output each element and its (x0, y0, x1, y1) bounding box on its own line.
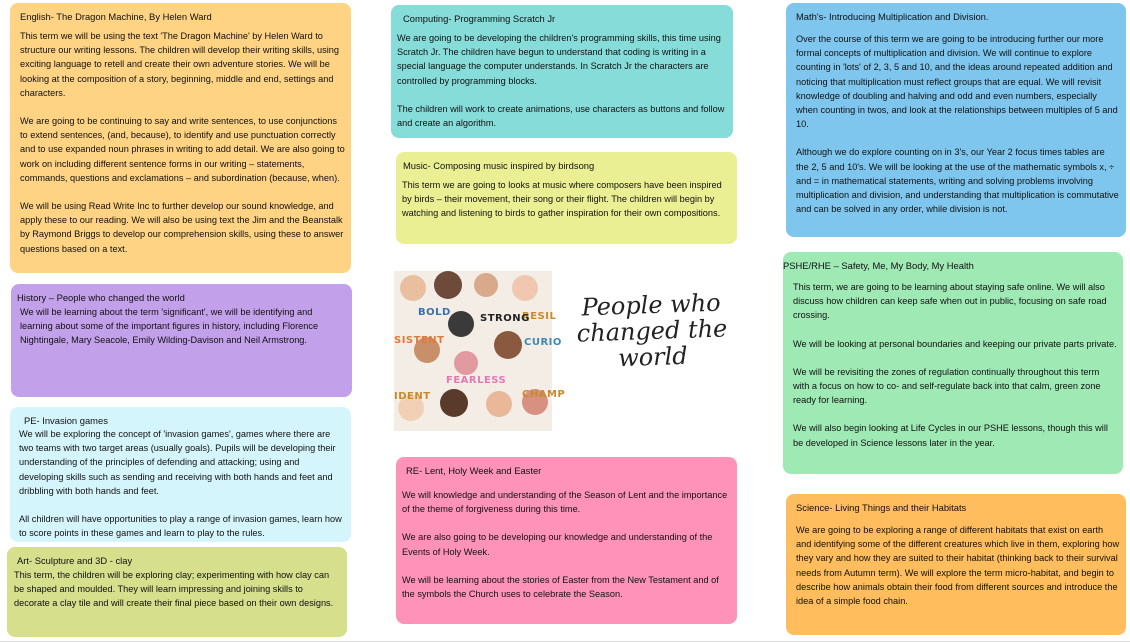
collage-word: SISTENT (394, 335, 445, 346)
collage-word: IDENT (394, 391, 431, 402)
pshe-paragraph: This term, we are going to be learning about staying safe online. We will also discuss how children can keep safe when out in public, focusing on safe road crossing. (793, 282, 1107, 321)
science-paragraph: We are going to be exploring a range of different habitats that exist on earth and identifying some of the different creatures which live in them, exploring how they vary and how they are suited to their habitat (thinking back to their survival needs from Autumn term). We will explore the term micro-habitat, and begin to describe how animals obtain their food from different sources and introduce the idea of a simple food chain. (796, 525, 1120, 607)
music-title: Music- Composing music inspired by birdsong (403, 160, 595, 171)
english-paragraph: This term we will be using the text 'The Dragon Machine' by Helen Ward to structure our writing lessons. The children will develop their writing skills, using exciting language to retell and create their own adventure stories. We will be looking at the composition of a story, beginning, middle and end, settings and characters. (20, 31, 339, 98)
portrait (440, 389, 468, 417)
portrait (434, 271, 462, 299)
music-card (396, 152, 737, 244)
science-title: Science- Living Things and their Habitats (796, 502, 967, 513)
re-paragraph: We will knowledge and understanding of the Season of Lent and the importance of the theme of forgiveness during this time. (402, 490, 728, 515)
art-title: Art- Sculpture and 3D - clay (17, 555, 133, 566)
portrait (494, 331, 522, 359)
pshe-title: PSHE/RHE – Safety, Me, My Body, My Health (783, 260, 974, 271)
collage-word: FEARLESS (446, 375, 507, 386)
pshe-paragraph: We will also begin looking at Life Cycles in our PSHE lessons, though this will be developed in Science lessons later in the year. (793, 423, 1108, 448)
english-paragraph: We are going to be continuing to say and write sentences, to use conjunctions to extend sentences, (and, because), to identify and use punctuation correctly and to use expanded noun phrases in writing to add detail. We are also going to work on including different sentence forms in our writing – statements, commands, questions and exclamations – and subordination (because, when). (20, 116, 345, 183)
collage-word: BOLD (418, 307, 451, 318)
pshe-card (783, 252, 1123, 474)
english-title: English- The Dragon Machine, By Helen Ward (20, 11, 212, 22)
collage-word: STRONG (480, 313, 530, 324)
portrait (448, 311, 474, 337)
history-title: History – People who changed the world (17, 292, 185, 303)
portrait (400, 275, 426, 301)
maths-title: Math's- Introducing Multiplication and Division. (796, 11, 989, 22)
pe-paragraph: We will be exploring the concept of 'invasion games', games where there are two teams with two target areas (usually goals). Pupils will be developing their understanding of the principles of defending and attacking; using and developing skills such as sending and receiving with both hands and feet and dribbling with both hands and feet. (19, 429, 336, 496)
slogan (571, 289, 734, 373)
maths-card (786, 3, 1126, 237)
maths-paragraph: Although we do explore counting on in 3's, our Year 2 focus times tables are the 2, 5 and 10's. We will be looking at the use of the mathematic symbols x, ÷ and = in mathematical statements, writing and solving problems involving multiplication and division, and understanding that multiplication is commutative and can be solved in any order, while division is not. (796, 147, 1119, 215)
collage-word: CURIO (524, 337, 562, 348)
portrait (512, 275, 538, 301)
pshe-paragraph: We will be looking at personal boundaries and keeping our private parts private. (793, 338, 1117, 349)
re-paragraph: We are also going to be developing our knowledge and understanding of the Events of Holy Week. (402, 532, 713, 557)
art-paragraph: This term, the children will be exploring clay; experimenting with how clay can be shaped and moulded. They will learn impressing and joining skills to decorate a clay tile and will create their final piece based on their own designs. (14, 570, 334, 609)
history-paragraph: We will be learning about the term 'significant', we will be identifying and learning about some of the important figures in history, including Florence Nightingale, Mary Seacole, Emily Wilding-Davison and Neil Armstrong. (20, 307, 319, 346)
re-title: RE- Lent, Holy Week and Easter (406, 465, 542, 476)
pe-title: PE- Invasion games (24, 415, 108, 426)
science-card (786, 494, 1126, 635)
music-paragraph: This term we are going to looks at music where composers have been inspired by birds – their movement, their song or their flight. The children will begin by watching and listening to birds to gather inspiration for their own compositions. (402, 180, 722, 219)
slogan-line: world (617, 341, 689, 373)
computing-card (391, 5, 733, 138)
collage-word: RESIL (522, 311, 557, 322)
slogan-line: changed the (576, 314, 728, 348)
computing-paragraph: We are going to be developing the children's programming skills, this time using Scratch Jr. The children have begun to understand that coding is writing in a special language the computer understands. In Scratch Jr the characters are controlled by programming blocks. (397, 33, 721, 86)
pshe-paragraph: We will be revisiting the zones of regulation continually throughout this term with a focus on how to co- and self-regulate back into that calm, green zone ready for learning. (793, 366, 1101, 406)
portrait (474, 273, 498, 297)
english-paragraph: We will be using Read Write Inc to further develop our sound knowledge, and apply these to our reading. We will also be using text the Jim and the Beanstalk by Raymond Briggs to develop our comprehension skills, using these to answer questions based on a text. (20, 201, 344, 254)
maths-paragraph: Over the course of this term we are going to be introducing further our more formal concepts of multiplication and division. We will continue to explore counting in 'lots' of 2, 3, 5 and 10, and the ideas around repeated addition and noticing that multiplication must reflect groups that are equal. We will revisit knowledge of doubling and halving and odd and even numbers, especially when counting in twos, and look at the relationships between multiples of 5 and 10. (796, 34, 1118, 130)
re-card (396, 457, 737, 624)
pe-paragraph: All children will have opportunities to play a range of invasion games, learn how to score points in these games and learn to play to the rules. (19, 514, 342, 539)
collage-word: CHAMP (522, 389, 566, 400)
inspiring-women-collage (394, 271, 566, 431)
computing-title: Computing- Programming Scratch Jr (403, 13, 556, 24)
art-card (7, 547, 347, 637)
re-paragraph: We will be learning about the stories of Easter from the New Testament and of the symbols the Church uses to celebrate the Season. (402, 574, 719, 600)
portrait (454, 351, 478, 375)
pe-card (10, 407, 351, 542)
portrait (486, 391, 512, 417)
computing-paragraph: The children will work to create animations, use characters as buttons and follow and create an algorithm. (397, 103, 725, 129)
slogan-line: People who (581, 288, 722, 322)
history-card (11, 284, 352, 397)
english-card (10, 3, 351, 273)
